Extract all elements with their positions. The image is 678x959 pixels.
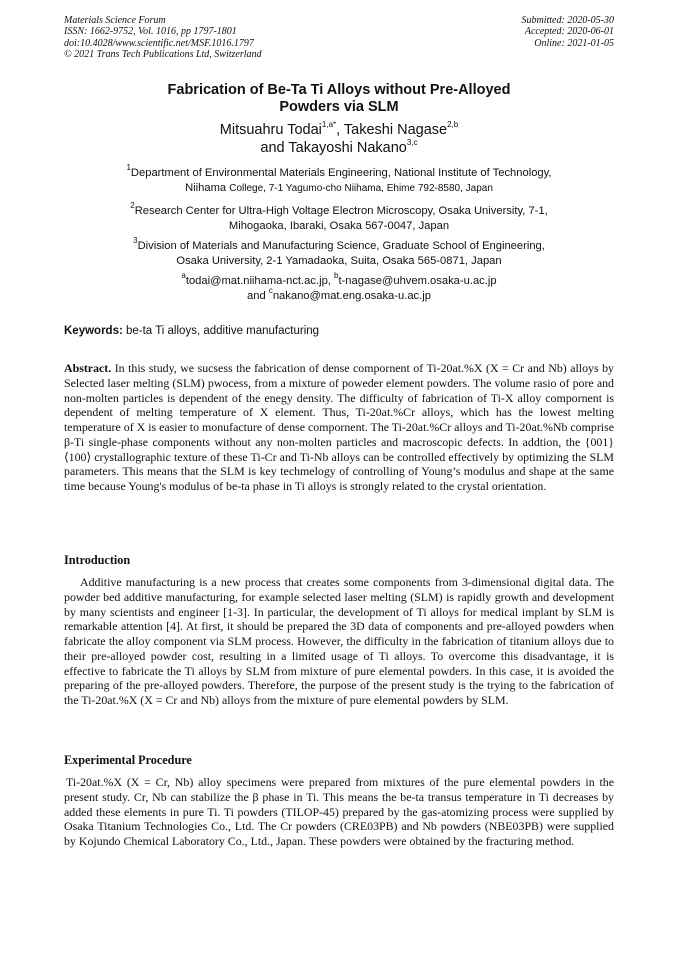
author-1: Mitsuahru Todai <box>219 122 322 138</box>
affiliation-1-line-1 <box>64 163 614 181</box>
email-block <box>64 271 614 303</box>
affiliation-1-text-1: Department of Environmental Materials Engineering, National Institute of Technology, <box>130 167 552 179</box>
affiliation-2-line-2: Mihogaoka, Ibaraki, Osaka 567-0047, Japan <box>228 219 450 232</box>
affiliation-1-number: 1 <box>126 163 131 173</box>
introduction-text: Additive manufacturing is a new process that creates some components from 3-dimensional digital data. The powder bed additive manufacturing, for example selected laser melting (SLM) is rapidly growth and development by many scientists and engineer [1-3]. In particular, the development of Ti alloys for medical implant by SLM is remarkable attention [4]. At first, it should be prepared the 3D data of components and pre-alloyed powders when fabricate the alloy component via SLM process. However, the difficulty in the fabrication of titanium alloys due to their pre-alloyed powder cost, resulting in a limited usage of Ti alloys. To overcome this disadvantage, it is effective to fabricate the Ti alloys by SLM from mixture of pure elemental powders. In this case, it is avoided the preparing of the pre-alloyed powders. Therefore, the purpose of the present study is the trying to the fabrication of the Ti-20at.%X (X = Cr and Nb) alloys from the mixture of pure elemental powders by SLM. <box>64 575 614 707</box>
publication-header <box>64 15 614 61</box>
email-c-marker: c <box>268 285 273 295</box>
email-line-1 <box>64 271 614 289</box>
affiliation-3-line-2: Osaka University, 2-1 Yamadaoka, Suita, Osaka 565-0871, Japan <box>176 254 502 267</box>
affiliation-1-line-2 <box>64 181 614 197</box>
title-line-1: Fabrication of Be-Ta Ti Alloys without Pre-Alloyed <box>167 82 511 98</box>
affiliation-1-text-2a: Niihama <box>185 181 230 194</box>
submission-dates <box>522 15 615 61</box>
author-line-2 <box>64 139 614 157</box>
title-line-2: Powders via SLM <box>279 99 399 115</box>
abstract-text: In this study, we sucsess the fabrication of dense compornent of Ti-20at.%X (X = Cr and Nb) alloys by Selected laser melting (SLM) pwocess, from a mixture of poweder element powders. The volume rasio of pore and non-molten particles is dependent of the enegy density. The difficulty of fabrication of Ti-X alloy compornent is dependent of melting temperature of X element. Thus, Ti-20at.%Cr alloys, which has the lowest melting temperature of X is easier to monufacture of dense compornent. The Ti-20at.%Cr alloys and Ti-20at.%Nb comprise β-Ti single-phase components without any non-molten particles and macroscopic defects. In addtion, the {001}⟨100⟩ crystallographic texture of these Ti-Cr and Ti-Nb alloys can be controlled effectively by optimizing the SLM parameters. This means that the SLM is key techmelogy of controlling of Young’s modulus and shape at the same time because Young's modulus of be-ta phase in Ti alloys is strongly related to the crystal orientation. <box>64 361 614 493</box>
affiliation-3-text-1: Division of Materials and Manufacturing Science, Graduate School of Engineering, <box>137 240 545 252</box>
author-list <box>64 121 614 157</box>
affiliation-2-line-1 <box>64 201 614 219</box>
affiliation-2-number: 2 <box>130 201 135 211</box>
experimental-text: Ti-20at.%X (X = Cr, Nb) alloy specimens were prepared from mixtures of the pure elemental powders in the present study. Cr, Nb can stabilize the β phase in Ti. This means the be-ta transus temperature in Ti decreases by added these elements in pure Ti. Ti powders (TILOP-45) prepared by the gas-atomizing process were supplied by Osaka Titanium Technologies Co., Ltd. The Cr powders (CRE03PB) and Nb powders (NBE03PB) were supplied by Kojundo Chemical Laboratory Co., Ltd., Japan. These powders were obtained by the fracturing method. <box>64 775 614 848</box>
doi: doi:10.4028/www.scientific.net/MSF.1016.1797 <box>64 37 254 49</box>
email-b-marker: b <box>334 271 339 281</box>
abstract-label: Abstract. <box>64 361 112 375</box>
email-a[interactable]: todai@mat.niihama-nct.ac.jp, <box>185 275 335 287</box>
journal-info <box>64 15 262 61</box>
email-and: and <box>247 289 269 302</box>
affiliation-1 <box>64 163 614 196</box>
issn: ISSN: 1662-9752, Vol. 1016, pp 1797-1801 <box>64 26 237 38</box>
copyright: © 2021 Trans Tech Publications Ltd, Switzerland <box>64 49 262 61</box>
journal-name: Materials Science Forum <box>64 15 166 26</box>
accepted-date: Accepted: 2020-06-01 <box>524 26 614 38</box>
affiliation-3-number: 3 <box>133 236 138 246</box>
experimental-heading: Experimental Procedure <box>64 753 192 767</box>
author-3: Takayoshi Nakano <box>288 140 407 156</box>
author-and: and <box>260 140 289 156</box>
author-3-affil: 3,c <box>406 138 418 148</box>
paper-title <box>64 82 614 116</box>
email-b[interactable]: t-nagase@uhvem.osaka-u.ac.jp <box>338 275 497 287</box>
author-1-affil: 1,a* <box>321 120 337 130</box>
email-a-marker: a <box>181 271 186 281</box>
keywords-text: be-ta Ti alloys, additive manufacturing <box>122 325 320 337</box>
email-c[interactable]: nakano@mat.eng.osaka-u.ac.jp <box>272 289 431 302</box>
author-2: Takeshi Nagase <box>343 122 448 138</box>
abstract <box>64 361 614 494</box>
affiliation-2-text-1: Research Center for Ultra-High Voltage Electron Microscopy, Osaka University, 7-1, <box>134 205 548 217</box>
author-line-1 <box>64 121 614 139</box>
affiliation-3 <box>64 236 614 268</box>
affiliation-2 <box>64 201 614 233</box>
author-separator: , <box>336 122 344 138</box>
author-2-affil: 2,b <box>447 120 459 130</box>
keywords <box>64 325 614 337</box>
affiliation-1-text-2b: College, 7-1 Yagumo-cho Niihama, Ehime 792-8580, Japan <box>229 182 493 194</box>
affiliation-3-line-1 <box>64 236 614 254</box>
submitted-date: Submitted: 2020-05-30 <box>521 15 614 26</box>
online-date: Online: 2021-01-05 <box>534 37 614 49</box>
email-line-2 <box>64 285 614 304</box>
keywords-label: Keywords: <box>64 325 123 337</box>
introduction-heading: Introduction <box>64 553 131 567</box>
